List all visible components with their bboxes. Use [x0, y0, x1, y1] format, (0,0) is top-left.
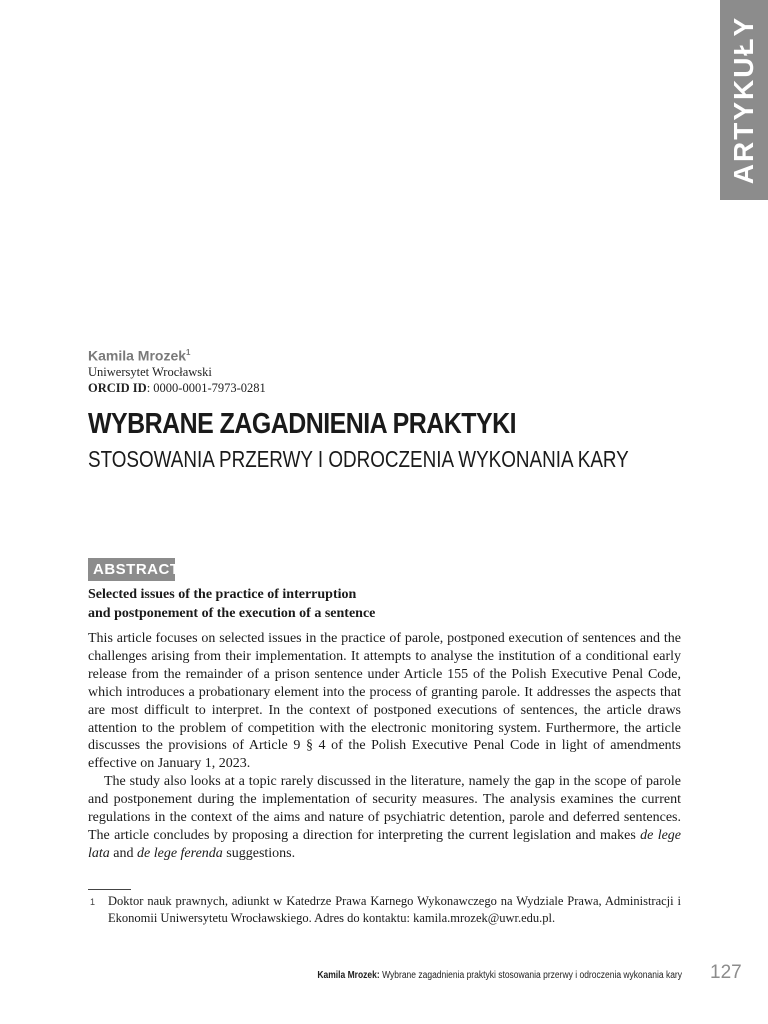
- abstract-title-line-2: and postponement of the execution of a sentence: [88, 606, 376, 621]
- term-de-lege-lata: de lege lata: [88, 827, 682, 861]
- footnote-text: Doktor nauk prawnych, adiunkt w Katedrze Prawa Karnego Wykonawczego na Wydziale Prawa, Administracji i Ekonomii Uniwersytetu Wrocławskiego. Adres do kontaktu: kamila.mrozek@uwr.edu.pl.: [108, 894, 681, 925]
- footnote: [88, 893, 681, 926]
- term-de-lege-ferenda: de lege ferenda: [137, 845, 223, 861]
- abstract-paragraph-1: This article focuses on selected issues in the practice of parole, postponed execution of sentences and the challenges arising from their implementation. It attempts to analyse the institution of a conditional early release from the remainder of a prison sentence under Article 155 of the Polish Executive Penal Code, which introduces a probationary element into the process of granting parole. It addresses the aspects that are most difficult to interpret. In the context of postponed executions of sentences, the article draws attention to the problem of competition with the electronic monitoring system. Furthermore, the article discusses the provisions of Article 9 § 4 of the Polish Executive Penal Code in light of amendments effective on January 1, 2023.: [88, 631, 681, 772]
- orcid-label: ORCID ID: [88, 380, 147, 395]
- abstract-title: [88, 585, 488, 623]
- abstract-paragraph-2-and: and: [109, 845, 137, 861]
- abstract-paragraph-2: [88, 773, 681, 863]
- abstract-title-line-1: Selected issues of the practice of interruption: [88, 587, 357, 602]
- section-tab-label: ARTYKUŁY: [728, 15, 759, 185]
- author-orcid: [88, 380, 266, 396]
- author-name-text: Kamila Mrozek: [88, 347, 187, 364]
- author-affiliation: Uniwersytet Wrocławski: [88, 364, 212, 379]
- abstract-badge: ABSTRACT: [88, 558, 175, 581]
- abstract-body: [88, 630, 681, 863]
- abstract-paragraph-2-end: suggestions.: [222, 845, 296, 861]
- orcid-value: : 0000-0001-7973-0281: [146, 380, 266, 395]
- running-footer: [317, 970, 682, 981]
- footer-author: Kamila Mrozek:: [317, 970, 380, 981]
- author-footnote-ref: 1: [186, 348, 191, 357]
- abstract-paragraph-2-text: The study also looks at a topic rarely discussed in the literature, namely the gap in the scope of parole and postponement during the implementation of security measures. The analysis examines the current regulations in the context of the aims and nature of psychiatric detention, parole and deferred sentences. The article concludes by proposing a direction for interpreting the current legislation and makes: [88, 774, 681, 843]
- footnote-divider: [88, 889, 131, 890]
- article-subtitle: STOSOWANIA PRZERWY I ODROCZENIA WYKONANIA KARY: [88, 446, 629, 472]
- article-title: WYBRANE ZAGADNIENIA PRAKTYKI: [88, 408, 517, 440]
- footnote-number: 1: [90, 897, 96, 907]
- section-tab: [720, 0, 768, 200]
- author-block: [88, 345, 266, 396]
- page-number: 127: [710, 962, 742, 983]
- author-name: [88, 345, 266, 364]
- footer-title: Wybrane zagadnienia praktyki stosowania przerwy i odroczenia wykonania kary: [379, 970, 682, 981]
